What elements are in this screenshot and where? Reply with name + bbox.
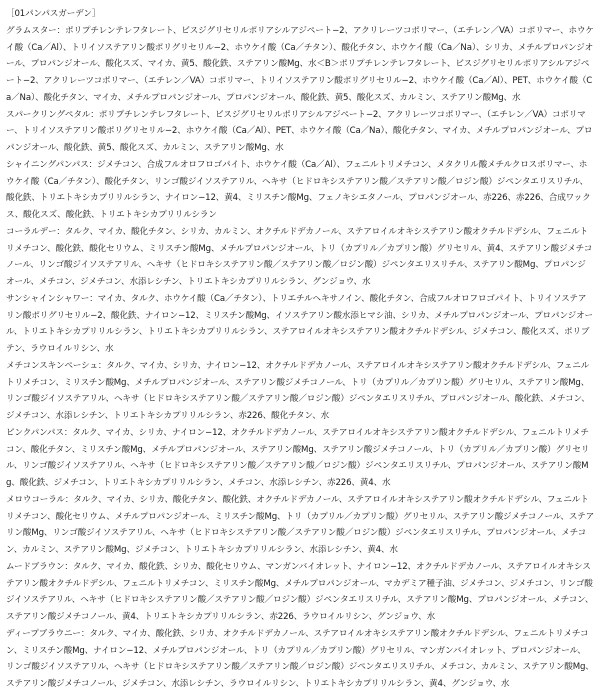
ingredient-entry-glamstar: グラムスター：ポリプチレンテレフタレート、ビスジグリセリルポリアシルアジペート−2、アクリレーツコポリマー、（エチレン／VA）コポリマー、ホウケイ酸（Ca／Al）、トリイソステアリン酸ポリグリセリル−2、ホウケイ酸（Ca／チタン）、酸化チタン、ホウケイ酸（Ca／Na）、シリカ、メチルプロパンジオール、プロパンジオール、酸化スズ、マイカ、黄5、酸化鉄、ステアリン酸Mg、水＜B＞ポリプチレンテレフタレート、ビスジグリセリルポリアシルアジペート−2、アクリレーツコポリマー、（エチレン／VA）コポリマー、トリイソステアリン酸ポリグリセリル−2、ホウケイ酸（Ca／Al）、PET、ホウケイ酸（Ca／Na）、酸化チタン、マイカ、メチルプロパンジオール、プロパンジオール、酸化鉄、黄5、酸化スズ、カルミン、ステアリン酸Mg、水 [6, 25, 594, 103]
document-heading: ［01パンパスガーデン］ [6, 9, 101, 19]
ingredient-entry-coral-day: コーラルデー：タルク、マイカ、酸化チタン、シリカ、カルミン、オクチルドデカノール、ステアロイルオキシステアリン酸オクチルドデシル、フェニルトリメチコン、酸化鉄、酸化セリウム、ミリスチン酸Mg、メチルプロパンジオール、トリ（カプリル／カプリン酸）グリセリル、黄4、ステアリン酸ジメチコノール、リンゴ酸ジイソステアリル、ヘキサ（ヒドロキシステアリン酸／ステアリン酸／ロジン酸）ジペンタエリスリチル、ステアリン酸Mg、プロパンジオール、メチコン、ジメチコン、水添レシチン、トリエトキシカプリリルシラン、グンジョウ、水 [6, 226, 593, 287]
ingredient-entry-mellow-coral: メロウコーラル：タルク、マイカ、シリカ、酸化チタン、酸化鉄、オクチルドデカノール、ステアロイルオキシステアリン酸オクチルドデシル、フェニルトリメチコン、酸化セリウム、メチルプロパンジオール、ミリスチン酸Mg、トリ（カプリル／カプリン酸）グリセリル、ステアリン酸ジメチコノール、ステアリン酸Mg、リンゴ酸ジイソステアリル、ヘキサ（ヒドロキシステアリン酸／ステアリン酸／ロジン酸）ジペンタエリスリチル、プロパンジオール、メチコン、カルミン、ステアリン酸Mg、ジメチコン、トリエトキシカプリリルシラン、水添レシチン、黄4、水 [6, 494, 595, 555]
ingredient-entry-sunshine-shower: サンシャインシャワー：マイカ、タルク、ホウケイ酸（Ca／チタン）、トリエチルヘキサノイン、酸化チタン、合成フルオロフロゴパイト、トリイソステアリン酸ポリグリセリル−2、酸化鉄、ナイロン−12、ミリスチン酸Mg、イソステアリン酸水添ヒマシ油、シリカ、メチルプロパンジオール、プロパンジオール、トリエトキシカプリリルシラン、トリエトキシカプリリルシラン、ステアロイルオキシステアリン酸オクチルドデシル、ジメチコン、酸化スズ、ポリブテン、ラウロイルリシン、水 [6, 293, 593, 354]
ingredient-entry-shining-pampas: シャイニングパンパス：ジメチコン、合成フルオロフロゴパイト、ホウケイ酸（Ca／Al）、フェニルトリメチコン、メタクリル酸メチルクロスポリマー、ホウケイ酸（Ca／チタン）、酸化チタン、リンゴ酸ジイソステアリル、ヘキサ（ヒドロキシステアリン酸／ステアリン酸／ロジン酸）ジペンタエリスリチル、酸化鉄、トリエトキシカプリリルシラン、ナイロン−12、黄4、ミリスチン酸Mg、フェノキシエタノール、プロパンジオール、赤226、赤226、合成ワックス、酸化スズ、酸化鉄、トリエトキシカプリリルシラン [6, 159, 591, 220]
ingredient-entry-sparkling-petal: スパークリングペタル：ポリプチレンテレフタレート、ビスジグリセリルポリアシルアジペート−2、アクリレーツコポリマー、（エチレン／VA）コポリマー、トリイソステアリン酸ポリグリセリル−2、ホウケイ酸（Ca／Al）、PET、ホウケイ酸（Ca／Na）、酸化チタン、マイカ、メチルプロパンジオール、プロパンジオール、酸化鉄、黄5、酸化スズ、カルミン、ステアリン酸Mg、水 [6, 109, 593, 153]
ingredient-entry-mood-brown: ムードブラウン：タルク、マイカ、酸化鉄、シリカ、酸化セリウム、マンガンバイオレット、ナイロン−12、オクチルドデカノール、ステアロイルオキシステアリン酸オクチルドデシル、フェニルトリメチコン、ミリスチン酸Mg、メチルプロパンジオール、マカデミア種子油、ジメチコン、ジメチコン、リンゴ酸ジイソステアリル、ヘキサ（ヒドロキシステアリン酸／ステアリン酸／ロジン酸）ジペンタエリスリチル、ステアリン酸Mg、プロパンジオール、メチコン、ステアリン酸ジメチコノール、黄4、トリエトキシカプリリルシラン、赤226、ラウロイルリシン、グンジョウ、水 [6, 561, 594, 622]
ingredient-entry-skin-beige: メチコンスキンペーシュ：タルク、マイカ、シリカ、ナイロン−12、オクチルドデカノール、ステアロイルオキシステアリン酸オクチルドデシル、フェニルトリメチコン、ミリスチン酸Mg、メチルプロパンジオール、ステアリン酸ジメチコノール、トリ（カプリル／カプリン酸）グリセリル、ステアリン酸Mg、リンゴ酸ジイソステアリル、ヘキサ（ヒドロキシステアリン酸／ステアリン酸／ロジン酸）ジペンタエリスリチル、プロパンジオール、酸化鉄、メチコン、ジメチコン、水添レシチン、トリエトキシカプリリルシラン、赤226、酸化チタン、水 [6, 360, 590, 421]
ingredient-entry-pink-pampas: ピンクパンパス：タルク、マイカ、シリカ、ナイロン−12、オクチルドデカノール、ステアロイルオキシステアリン酸オクチルドデシル、フェニルトリメチコン、酸化チタン、ミリスチン酸Mg、メチルプロパンジオール、ステアリン酸Mg、ステアリン酸ジメチコノール、トリ（カプリル／カプリン酸）グリセリル、リンゴ酸ジイソステアリル、ヘキサ（ヒドロキシステアリン酸／ステアリン酸／ロジン酸）ジペンタエリスリチル、プロパンジオール、ステアリン酸Mg、酸化鉄、ジメチコン、トリエトキシカプリリルシラン、メチコン、水添レシチン、赤226、黄4、水 [6, 427, 590, 488]
ingredient-entry-deep-brownie: ディープブラウニー：タルク、マイカ、酸化鉄、シリカ、オクチルドデカノール、ステアロイルオキシステアリン酸オクチルドデシル、フェニルトリメチコン、ミリスチン酸Mg、ナイロン−12、メチルプロパンジオール、トリ（カプリル／カプリン酸）グリセリル、マンガンバイオレット、プロパンジオール、リンゴ酸ジイソステアリル、ヘキサ（ヒドロキシステアリン酸／ステアリン酸／ロジン酸）ジペンタエリスリチル、メチコン、カルミン、ステアリン酸Mg、ステアリン酸ジメチコノール、ジメチコン、水添レシチン、ラウロイルリシン、トリエトキシカプリリルシラン、黄4、グンジョウ、水 [6, 628, 594, 689]
